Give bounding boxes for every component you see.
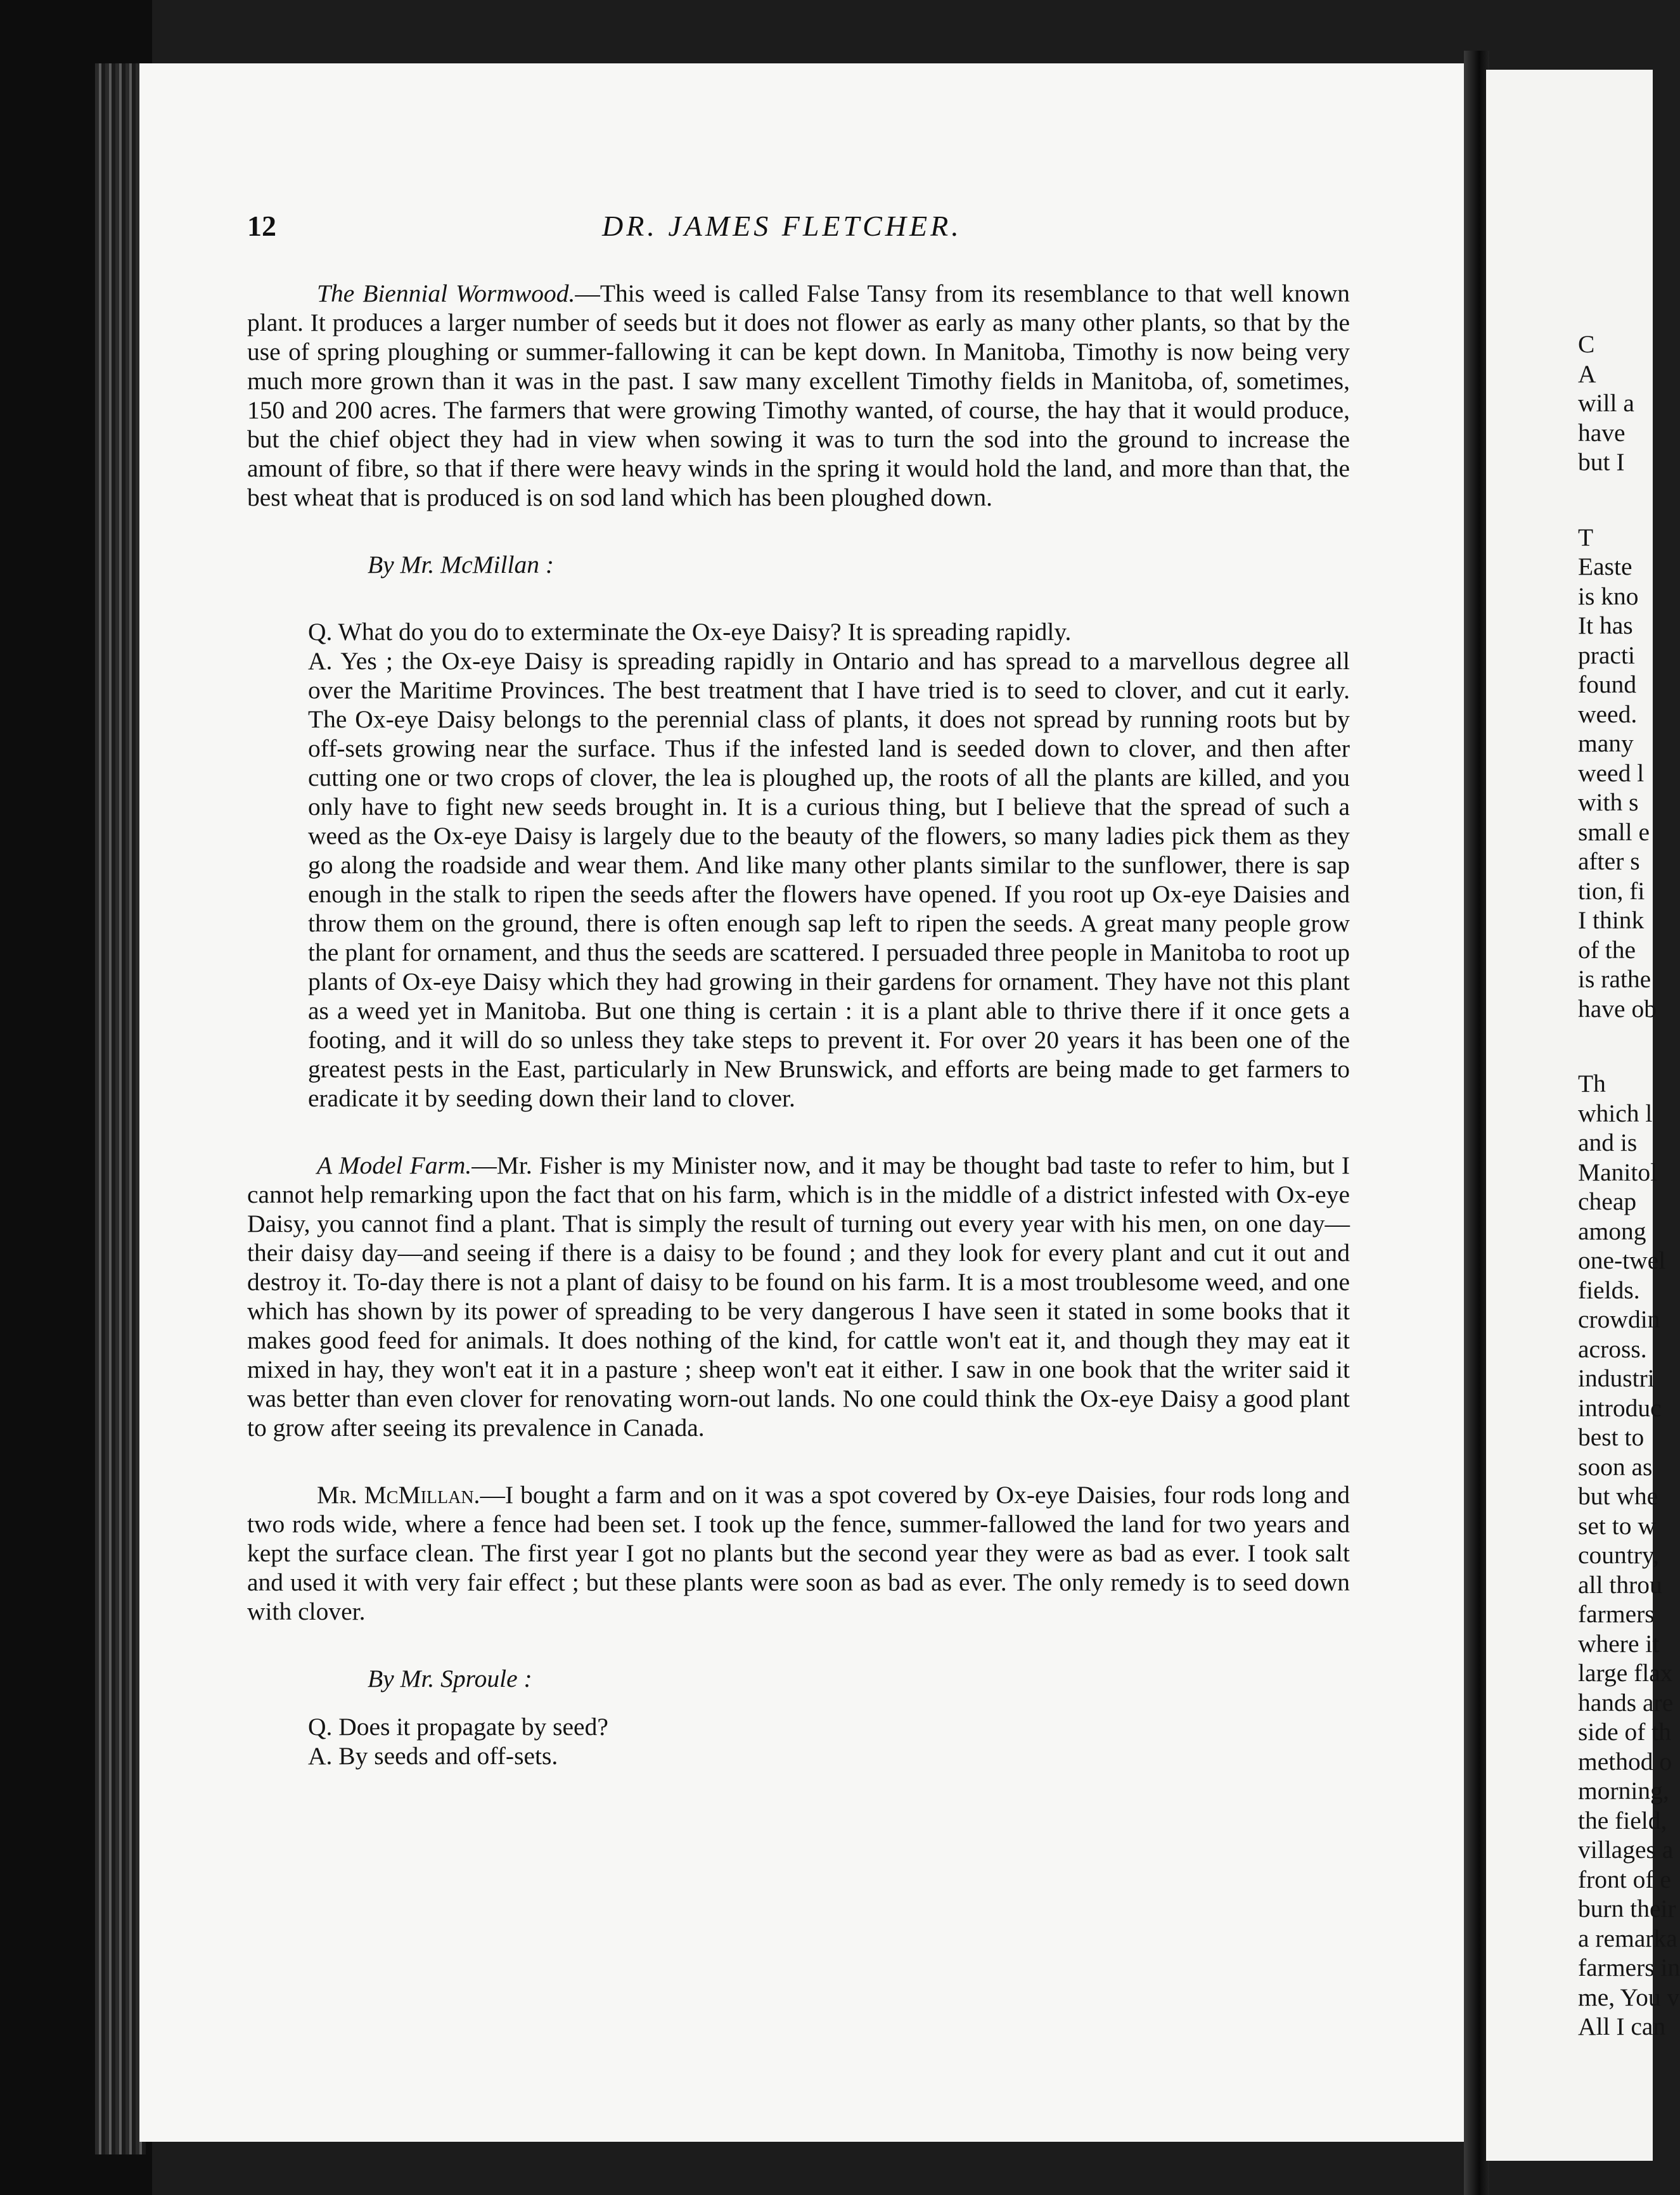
facing-page-line: crowdin: [1578, 1305, 1660, 1333]
paragraph-text: —This weed is called False Tansy from its resemblance to that well known plant. It produces a larger number of seeds but it does not flower as early as many other plants, so that by the use of spring ploughing or summer-fallowing it can be kept down. In Manitoba, Timothy is now being very much more grown than it was in the past. I saw many excellent Timothy fields in Manitoba, of, sometimes, 150 and 200 acres. The farmers that were growing Timothy wanted, of course, the hay that it would produce, but the chief object they had in view when sowing it was to turn the sod into the ground to increase the amount of fibre, so that if there were heavy winds in the spring it would hold the land, and more than that, the best wheat that is produced is on sod land which has been ploughed down.: [247, 279, 1350, 511]
facing-page-line: burn their: [1578, 1895, 1676, 1923]
running-head: [247, 209, 1350, 253]
facing-page-line: It has: [1578, 611, 1633, 639]
book-binding-edge: [95, 63, 146, 2154]
facing-page-line: Manitol: [1578, 1158, 1658, 1186]
paragraph-text: —Mr. Fisher is my Minister now, and it may be thought bad taste to refer to him, but I cannot help remarking upon the fact that on his farm, which is in the middle of a district infested with Ox-eye Daisy, you cannot find a plant. That is simply the result of turning out every year with his men, on one day—their daisy day—and seeing if there is a daisy to be found ; and they look for every plant and cut it out and destroy it. To-day there is not a plant of daisy to be found on his farm. It is a most troublesome weed, and one which has shown by its power of spreading to be very dangerous I have seen it stated in some books that it makes good feed for animals. It does nothing of the kind, for cattle won't eat it, and though they may eat it mixed in hay, they won't eat it in a pasture ; sheep won't eat it either. I saw in one book that the writer said it was better than even clover for renovating worn-out lands. No one could think the Ox-eye Daisy a good plant to grow after seeing its prevalence in Canada.: [247, 1151, 1350, 1442]
paragraph-mcmillan-speech: [247, 1480, 1350, 1626]
facing-page-line: will a: [1578, 389, 1634, 417]
paragraph-biennial-wormwood: [247, 279, 1350, 512]
facing-page-line: many: [1578, 729, 1634, 757]
section-heading: The Biennial Wormwood.: [317, 279, 575, 307]
facing-page-line: farmers: [1578, 1600, 1655, 1628]
facing-page-line: have: [1578, 418, 1625, 447]
facing-page-line: weed.: [1578, 700, 1638, 728]
paragraph-model-farm: [247, 1151, 1350, 1442]
answer-paragraph: A. By seeds and off-sets.: [308, 1742, 558, 1770]
facing-page-line: tion, fi: [1578, 876, 1645, 905]
facing-page-line: but I: [1578, 448, 1625, 476]
facing-page-line: I think: [1578, 906, 1645, 934]
facing-page-line: All I can: [1578, 2013, 1666, 2040]
facing-page-line: villages a: [1578, 1836, 1674, 1864]
facing-page-line: [1578, 1023, 1653, 1069]
facing-page-line: fields.: [1578, 1276, 1640, 1304]
facing-page-line: after s: [1578, 847, 1640, 875]
facing-page-line: one-twel: [1578, 1246, 1666, 1274]
facing-page-line: is rathe: [1578, 965, 1651, 993]
facing-page-line: best to: [1578, 1423, 1645, 1451]
facing-page-line: cheap: [1578, 1187, 1637, 1215]
facing-page-line: of the: [1578, 935, 1636, 964]
facing-page-line: method o: [1578, 1747, 1672, 1776]
facing-page-line: farmers in: [1578, 1954, 1680, 1981]
page-gutter: [1464, 51, 1489, 2195]
facing-page-line: all throu: [1578, 1570, 1662, 1599]
facing-page-line: among: [1578, 1217, 1646, 1245]
page-number: 12: [247, 210, 276, 242]
facing-page-line: A: [1578, 359, 1596, 388]
facing-page-line: and is: [1578, 1129, 1638, 1156]
facing-page-line: country,: [1578, 1541, 1659, 1569]
facing-page-line: set to w: [1578, 1511, 1656, 1540]
question-paragraph: Q. Does it propagate by seed?: [308, 1713, 608, 1741]
facing-page-line: but whe: [1578, 1482, 1658, 1510]
facing-page-line: T: [1578, 523, 1594, 551]
main-text-column: [247, 279, 1350, 1770]
facing-page-line: practi: [1578, 641, 1635, 669]
paragraph-text: —I bought a farm and on it was a spot covered by Ox-eye Daisies, four rods long and two rods wide, where a fence had been set. I took up the fence, summer-fallowed the land for two years and kept the surface clean. The first year I got no plants but the second year they were as bad as ever. I took salt and used it with very fair effect ; but these plants were soon as bad as ever. The only remedy is to seed down with clover.: [247, 1481, 1350, 1625]
facing-page-line: the field,: [1578, 1806, 1667, 1834]
facing-page-line: soon as: [1578, 1452, 1653, 1481]
question-paragraph: Q. What do you do to exterminate the Ox-eye Daisy? It is spreading rapidly.: [308, 618, 1072, 646]
facing-page-line: industri: [1578, 1364, 1655, 1392]
facing-page-line: Th: [1578, 1070, 1606, 1098]
facing-page-line: C: [1578, 330, 1595, 358]
facing-page-line: Easte: [1578, 553, 1632, 580]
facing-page-line: weed l: [1578, 758, 1645, 787]
answer-paragraph: A. Yes ; the Ox-eye Daisy is spreading rapidly in Ontario and has spread to a marvellous degree all over the Maritime Provinces. The best treatment that I have tried is to seed to clover, and cut it early. The Ox-eye Daisy belongs to the perennial class of plants, it does not spread by running roots but by off-sets growing near the surface. Thus if the infested land is seeded down to clover, and then after cutting one or two crops of clover, the lea is ploughed up, the roots of all the plants are killed, and you only have to fight new seeds brought in. It is a curious thing, but I believe that the spread of such a weed as the Ox-eye Daisy is largely due to the beauty of the flowers, so many ladies pick them as they go along the roadside and wear them. And like many other plants similar to the sunflower, there is sap enough in the stalk to ripen the seeds after the flowers have opened. If you root up Ox-eye Daisies and throw them on the ground, there is often enough sap left to ripen the seeds. A great many people grow the plant for ornament, and thus the seeds are scattered. I persuaded three people in Manitoba to root up plants of Ox-eye Daisy which they had growing in their gardens for ornament. They have not this plant as a weed yet in Manitoba. But one thing is certain : it is a plant able to thrive there if it once gets a footing, and it will do so unless they take steps to prevent it. For over 20 years it has been one of the greatest pests in the East, particularly in New Brunswick, and efforts are being made to get farmers to eradicate it by seeding down their land to clover.: [308, 647, 1350, 1112]
facing-page-line: morning,: [1578, 1777, 1669, 1805]
examiner-heading: By Mr. Sproule :: [368, 1665, 532, 1693]
facing-page-line: side of th: [1578, 1718, 1672, 1746]
section-heading: A Model Farm.: [317, 1151, 472, 1179]
facing-page-line: hands are: [1578, 1688, 1674, 1717]
facing-page-line: me, You v: [1578, 1983, 1680, 2011]
facing-page-line: have ob: [1578, 994, 1657, 1023]
facing-page-line: which l: [1578, 1099, 1653, 1127]
facing-page-line: large flax: [1578, 1659, 1673, 1687]
facing-page-line: with s: [1578, 788, 1639, 816]
facing-page-line: where it: [1578, 1629, 1660, 1658]
facing-page-line: [1578, 477, 1653, 523]
running-title: DR. JAMES FLETCHER.: [602, 210, 962, 242]
facing-page-line: introduc: [1578, 1393, 1662, 1422]
facing-page-text: [1578, 330, 1680, 2042]
facing-page-line: across.: [1578, 1334, 1647, 1363]
facing-page-line: a remarka: [1578, 1924, 1677, 1952]
facing-page-line: is kno: [1578, 582, 1639, 610]
examiner-heading: By Mr. McMillan :: [368, 551, 554, 579]
speaker-name: Mr. McMillan.: [317, 1481, 480, 1509]
facing-page-line: front of e: [1578, 1865, 1671, 1893]
facing-page-line: found: [1578, 670, 1637, 698]
facing-page-line: small e: [1578, 817, 1650, 846]
